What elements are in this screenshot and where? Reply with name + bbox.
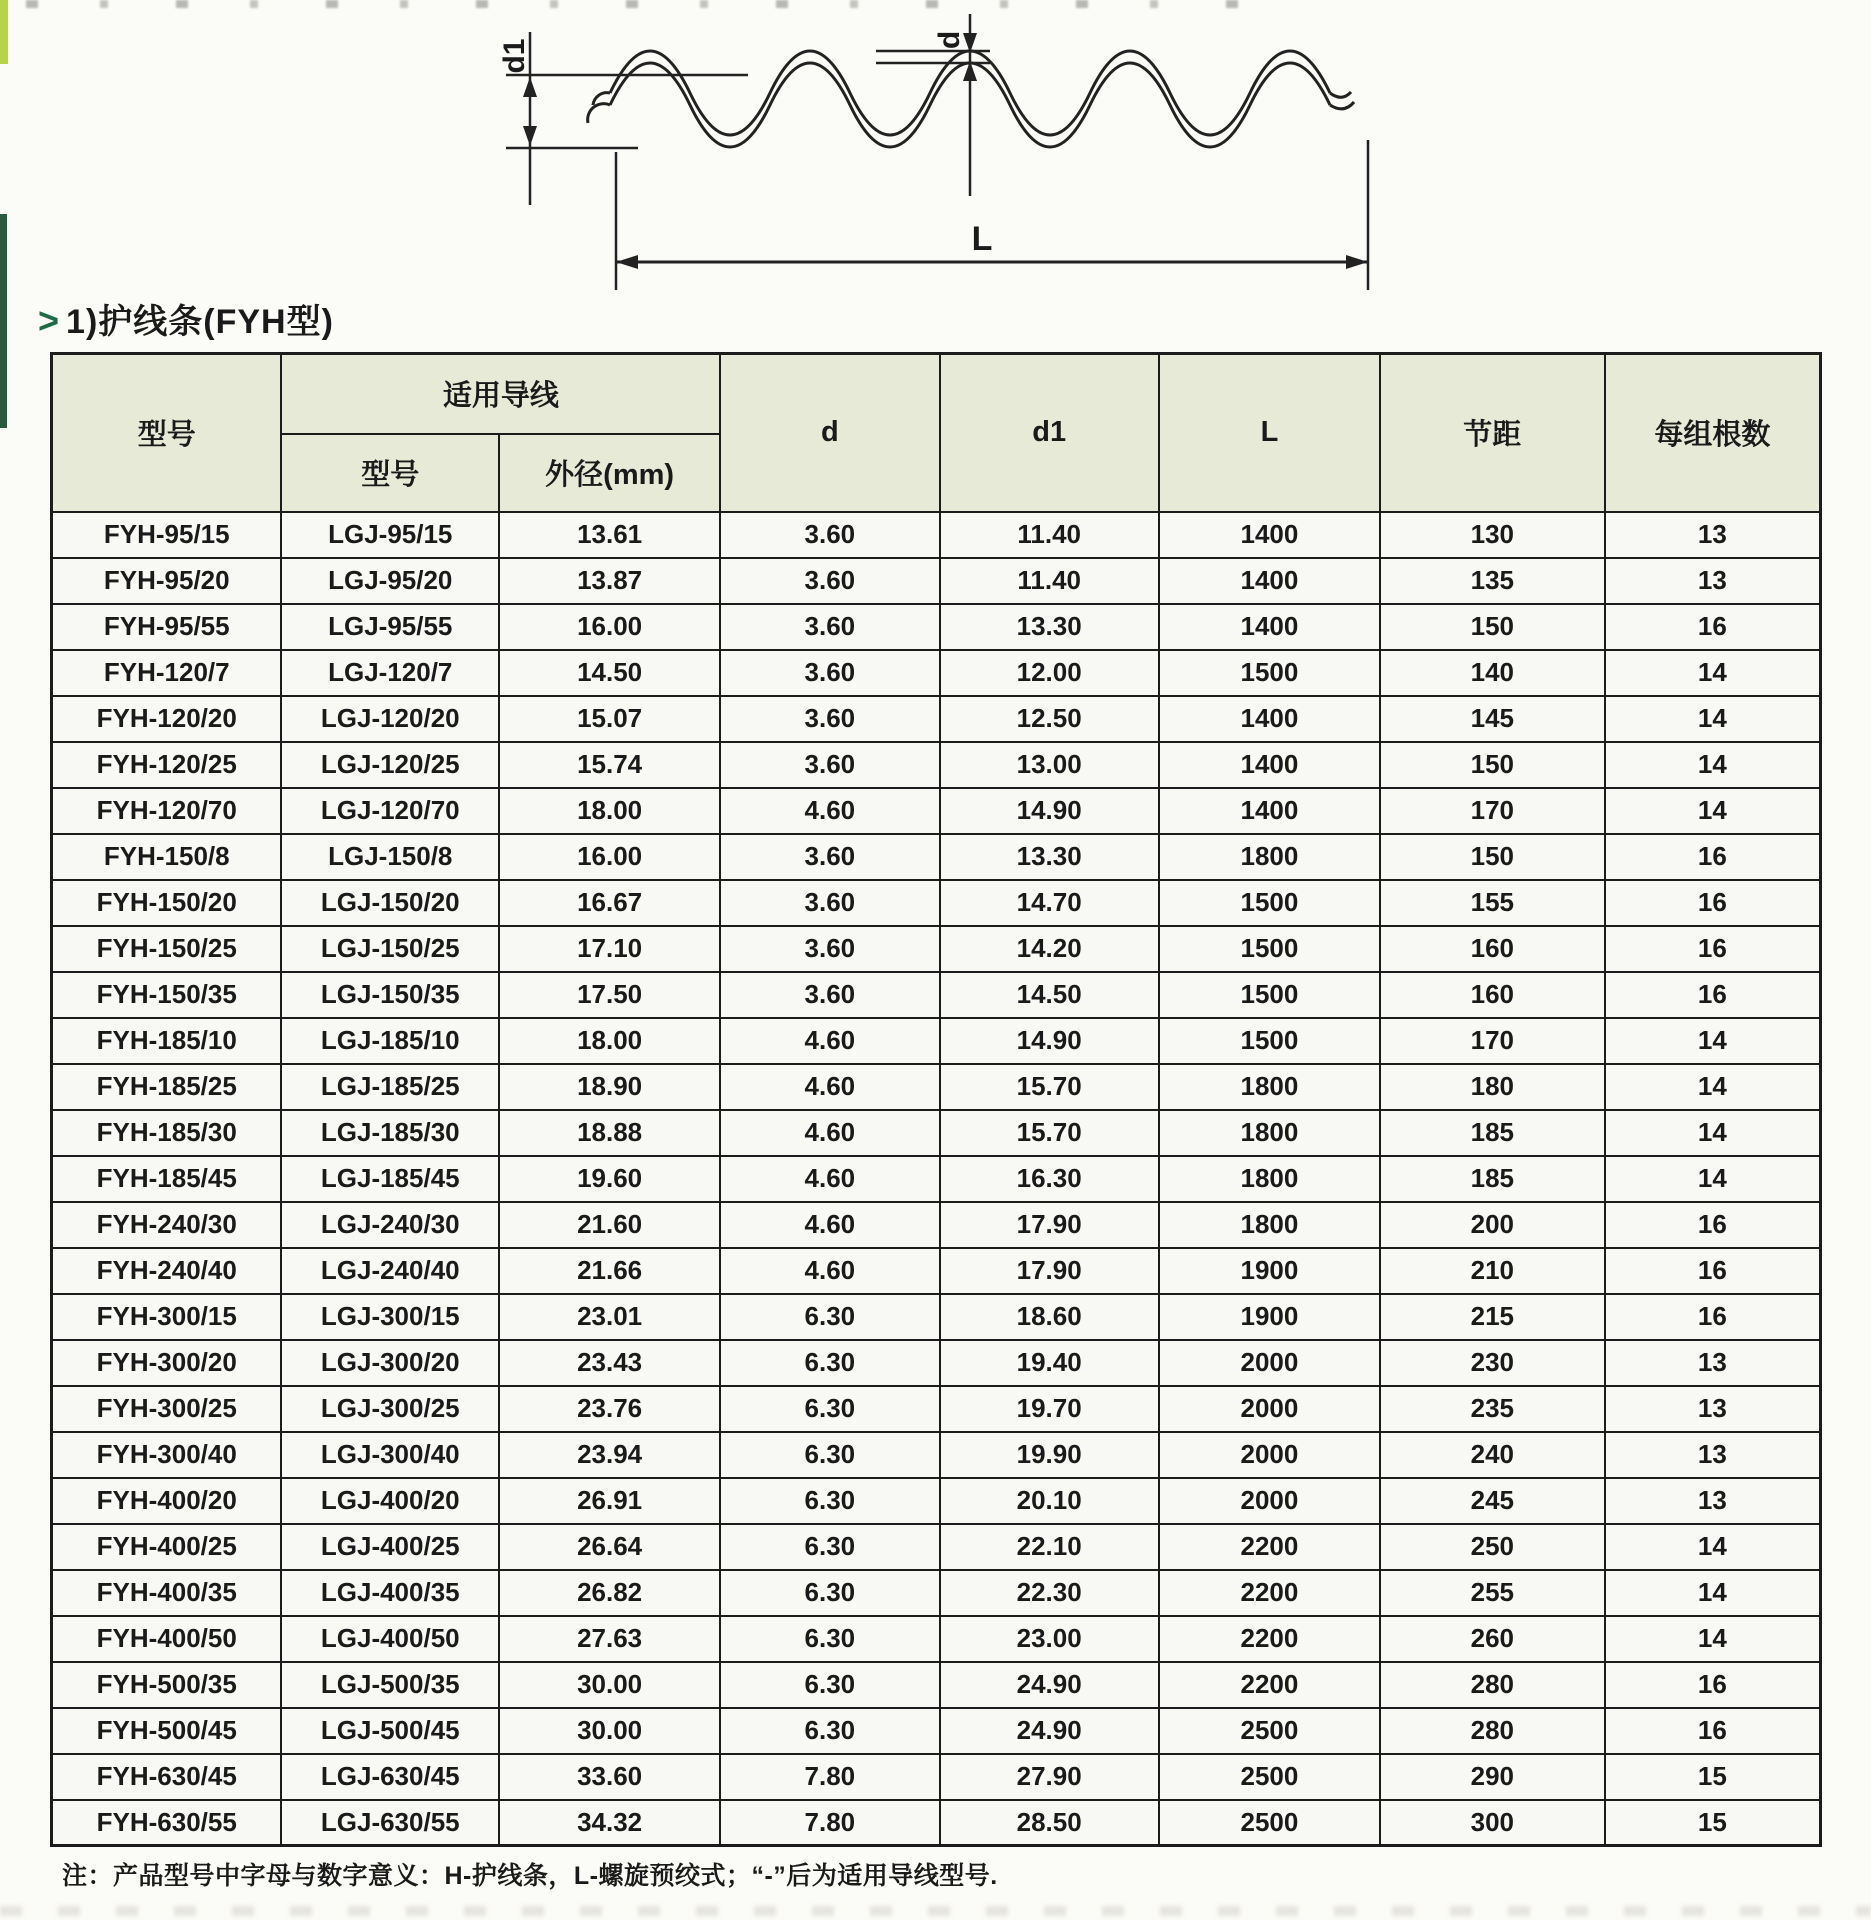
table-cell: 16 [1605, 1202, 1821, 1248]
table-cell: 6.30 [720, 1524, 939, 1570]
table-cell: 14.50 [940, 972, 1159, 1018]
table-cell: 13 [1605, 512, 1821, 558]
table-cell: 23.43 [499, 1340, 720, 1386]
table-cell: 235 [1380, 1386, 1605, 1432]
table-cell: LGJ-500/35 [281, 1662, 499, 1708]
table-cell: 245 [1380, 1478, 1605, 1524]
table-cell: LGJ-240/30 [281, 1202, 499, 1248]
table-cell: FYH-150/20 [52, 880, 282, 926]
table-row [52, 1662, 1821, 1708]
table-cell: FYH-400/35 [52, 1570, 282, 1616]
table-cell: 16 [1605, 880, 1821, 926]
table-cell: 18.90 [499, 1064, 720, 1110]
table-cell: LGJ-150/8 [281, 834, 499, 880]
table-cell: FYH-95/55 [52, 604, 282, 650]
table-cell: 16.00 [499, 604, 720, 650]
title-arrow-marker: > [38, 300, 61, 341]
table-cell: 17.10 [499, 926, 720, 972]
table-row [52, 512, 1821, 558]
table-cell: 3.60 [720, 558, 939, 604]
table-cell: LGJ-500/45 [281, 1708, 499, 1754]
table-cell: 22.10 [940, 1524, 1159, 1570]
table-cell: 255 [1380, 1570, 1605, 1616]
table-cell: 4.60 [720, 1064, 939, 1110]
table-row [52, 1570, 1821, 1616]
table-cell: 170 [1380, 1018, 1605, 1064]
table-cell: 2500 [1159, 1800, 1380, 1846]
table-cell: 1500 [1159, 1018, 1380, 1064]
table-cell: LGJ-400/20 [281, 1478, 499, 1524]
table-cell: FYH-185/10 [52, 1018, 282, 1064]
table-cell: 130 [1380, 512, 1605, 558]
section-title [38, 294, 334, 343]
table-cell: 26.91 [499, 1478, 720, 1524]
table-cell: 2200 [1159, 1662, 1380, 1708]
table-cell: FYH-185/45 [52, 1156, 282, 1202]
table-cell: LGJ-185/45 [281, 1156, 499, 1202]
table-cell: 16 [1605, 604, 1821, 650]
spec-table [50, 352, 1822, 1847]
table-cell: 6.30 [720, 1478, 939, 1524]
table-cell: LGJ-185/30 [281, 1110, 499, 1156]
table-cell: FYH-500/45 [52, 1708, 282, 1754]
spec-table-body [52, 512, 1821, 1846]
table-cell: 13.00 [940, 742, 1159, 788]
table-cell: 19.70 [940, 1386, 1159, 1432]
table-cell: 180 [1380, 1064, 1605, 1110]
table-cell: 16 [1605, 926, 1821, 972]
table-cell: FYH-300/25 [52, 1386, 282, 1432]
table-cell: 150 [1380, 604, 1605, 650]
table-cell: 15.74 [499, 742, 720, 788]
table-cell: LGJ-150/25 [281, 926, 499, 972]
table-cell: 6.30 [720, 1294, 939, 1340]
table-cell: LGJ-120/70 [281, 788, 499, 834]
table-cell: 23.01 [499, 1294, 720, 1340]
table-cell: 13.30 [940, 604, 1159, 650]
page-edge-lime-strip [0, 0, 8, 64]
table-cell: 14.20 [940, 926, 1159, 972]
table-cell: 23.00 [940, 1616, 1159, 1662]
page-edge-green-strip [0, 214, 7, 428]
header-pitch: 节距 [1380, 354, 1605, 512]
table-cell: 160 [1380, 972, 1605, 1018]
table-cell: 1500 [1159, 926, 1380, 972]
table-row [52, 1800, 1821, 1846]
table-cell: LGJ-300/25 [281, 1386, 499, 1432]
table-cell: 185 [1380, 1156, 1605, 1202]
table-cell: LGJ-240/40 [281, 1248, 499, 1294]
table-cell: 6.30 [720, 1340, 939, 1386]
table-cell: 3.60 [720, 650, 939, 696]
table-cell: 1400 [1159, 742, 1380, 788]
table-cell: 6.30 [720, 1386, 939, 1432]
table-cell: 150 [1380, 742, 1605, 788]
table-cell: 1400 [1159, 788, 1380, 834]
table-cell: 22.30 [940, 1570, 1159, 1616]
scan-bottom-artifact [0, 1906, 1871, 1916]
footnote: 注：产品型号中字母与数字意义：H-护线条，L-螺旋预绞式；“-”后为适用导线型号. [62, 1862, 998, 1890]
table-row [52, 788, 1821, 834]
table-cell: 17.50 [499, 972, 720, 1018]
table-cell: LGJ-120/7 [281, 650, 499, 696]
table-cell: 14 [1605, 1156, 1821, 1202]
table-cell: 160 [1380, 926, 1605, 972]
table-cell: 13.61 [499, 512, 720, 558]
table-cell: LGJ-95/55 [281, 604, 499, 650]
table-cell: FYH-630/45 [52, 1754, 282, 1800]
table-cell: 280 [1380, 1708, 1605, 1754]
table-cell: 4.60 [720, 1248, 939, 1294]
table-row [52, 1294, 1821, 1340]
table-cell: LGJ-185/25 [281, 1064, 499, 1110]
table-row [52, 1248, 1821, 1294]
table-cell: 1400 [1159, 512, 1380, 558]
diagram-label-d: d [933, 30, 966, 50]
table-cell: 215 [1380, 1294, 1605, 1340]
table-cell: 240 [1380, 1432, 1605, 1478]
table-cell: 14 [1605, 1616, 1821, 1662]
table-cell: 14.90 [940, 788, 1159, 834]
table-cell: 1900 [1159, 1248, 1380, 1294]
table-row [52, 650, 1821, 696]
table-cell: FYH-400/50 [52, 1616, 282, 1662]
table-cell: 13 [1605, 558, 1821, 604]
table-cell: FYH-185/25 [52, 1064, 282, 1110]
header-d1: d1 [940, 354, 1159, 512]
table-cell: 13 [1605, 1340, 1821, 1386]
table-cell: 18.88 [499, 1110, 720, 1156]
table-cell: 24.90 [940, 1708, 1159, 1754]
table-cell: 2200 [1159, 1570, 1380, 1616]
table-cell: LGJ-150/20 [281, 880, 499, 926]
table-cell: 3.60 [720, 972, 939, 1018]
table-cell: 3.60 [720, 880, 939, 926]
table-cell: 15.07 [499, 696, 720, 742]
header-conductor-group: 适用导线 [281, 354, 720, 434]
table-cell: FYH-240/40 [52, 1248, 282, 1294]
table-cell: FYH-95/15 [52, 512, 282, 558]
table-cell: 26.64 [499, 1524, 720, 1570]
table-cell: 3.60 [720, 604, 939, 650]
table-cell: LGJ-120/25 [281, 742, 499, 788]
table-cell: 13.30 [940, 834, 1159, 880]
table-cell: FYH-240/30 [52, 1202, 282, 1248]
table-cell: 17.90 [940, 1202, 1159, 1248]
table-cell: 200 [1380, 1202, 1605, 1248]
table-row [52, 1018, 1821, 1064]
table-cell: 4.60 [720, 1202, 939, 1248]
table-cell: 23.76 [499, 1386, 720, 1432]
table-cell: FYH-120/70 [52, 788, 282, 834]
table-cell: 16 [1605, 1662, 1821, 1708]
table-cell: FYH-120/7 [52, 650, 282, 696]
table-cell: 290 [1380, 1754, 1605, 1800]
diagram-label-d1: d1 [498, 38, 531, 74]
table-cell: 14.90 [940, 1018, 1159, 1064]
table-cell: 1400 [1159, 558, 1380, 604]
table-cell: FYH-185/30 [52, 1110, 282, 1156]
table-cell: 1800 [1159, 1156, 1380, 1202]
table-cell: 14 [1605, 1570, 1821, 1616]
table-cell: 14 [1605, 650, 1821, 696]
table-cell: 2200 [1159, 1616, 1380, 1662]
table-cell: FYH-150/25 [52, 926, 282, 972]
table-cell: LGJ-400/50 [281, 1616, 499, 1662]
table-cell: 4.60 [720, 1110, 939, 1156]
header-strands-per-set: 每组根数 [1605, 354, 1821, 512]
header-d: d [720, 354, 939, 512]
table-cell: LGJ-300/15 [281, 1294, 499, 1340]
table-row [52, 1202, 1821, 1248]
table-cell: 12.00 [940, 650, 1159, 696]
table-cell: 1500 [1159, 650, 1380, 696]
table-cell: 16.30 [940, 1156, 1159, 1202]
table-cell: 30.00 [499, 1662, 720, 1708]
table-cell: 19.90 [940, 1432, 1159, 1478]
table-cell: 140 [1380, 650, 1605, 696]
table-cell: 26.82 [499, 1570, 720, 1616]
table-cell: 300 [1380, 1800, 1605, 1846]
table-cell: LGJ-150/35 [281, 972, 499, 1018]
table-cell: 2200 [1159, 1524, 1380, 1570]
dimension-d1 [498, 32, 748, 205]
table-cell: FYH-300/40 [52, 1432, 282, 1478]
table-cell: 3.60 [720, 696, 939, 742]
table-cell: FYH-120/25 [52, 742, 282, 788]
table-cell: 260 [1380, 1616, 1605, 1662]
table-cell: 13 [1605, 1478, 1821, 1524]
table-cell: 20.10 [940, 1478, 1159, 1524]
table-cell: 13 [1605, 1386, 1821, 1432]
dimension-L [616, 140, 1368, 290]
table-row [52, 1340, 1821, 1386]
table-cell: 21.66 [499, 1248, 720, 1294]
table-row [52, 1110, 1821, 1156]
table-cell: 34.32 [499, 1800, 720, 1846]
table-cell: 27.63 [499, 1616, 720, 1662]
table-cell: 14 [1605, 1064, 1821, 1110]
table-cell: 6.30 [720, 1570, 939, 1616]
header-model: 型号 [52, 354, 282, 512]
table-cell: 13 [1605, 1432, 1821, 1478]
table-cell: 24.90 [940, 1662, 1159, 1708]
header-L: L [1159, 354, 1380, 512]
table-cell: LGJ-400/25 [281, 1524, 499, 1570]
table-cell: 280 [1380, 1662, 1605, 1708]
table-cell: 2500 [1159, 1708, 1380, 1754]
table-cell: 3.60 [720, 834, 939, 880]
table-cell: FYH-400/25 [52, 1524, 282, 1570]
table-cell: 3.60 [720, 926, 939, 972]
table-cell: 15 [1605, 1800, 1821, 1846]
table-cell: 23.94 [499, 1432, 720, 1478]
table-cell: 15 [1605, 1754, 1821, 1800]
table-cell: FYH-300/15 [52, 1294, 282, 1340]
table-cell: 250 [1380, 1524, 1605, 1570]
table-cell: FYH-500/35 [52, 1662, 282, 1708]
table-cell: 185 [1380, 1110, 1605, 1156]
table-cell: FYH-400/20 [52, 1478, 282, 1524]
table-row [52, 972, 1821, 1018]
header-conductor-model: 型号 [281, 434, 499, 512]
table-cell: 6.30 [720, 1616, 939, 1662]
table-cell: 12.50 [940, 696, 1159, 742]
table-cell: 6.30 [720, 1662, 939, 1708]
table-cell: LGJ-400/35 [281, 1570, 499, 1616]
table-cell: 7.80 [720, 1754, 939, 1800]
table-cell: 15.70 [940, 1064, 1159, 1110]
table-cell: FYH-150/8 [52, 834, 282, 880]
table-cell: 1800 [1159, 834, 1380, 880]
dimension-d [876, 14, 990, 196]
table-cell: 17.90 [940, 1248, 1159, 1294]
table-row [52, 834, 1821, 880]
table-cell: 145 [1380, 696, 1605, 742]
table-cell: 14 [1605, 788, 1821, 834]
table-cell: 6.30 [720, 1432, 939, 1478]
table-cell: LGJ-630/55 [281, 1800, 499, 1846]
table-cell: 2000 [1159, 1340, 1380, 1386]
table-cell: 7.80 [720, 1800, 939, 1846]
table-cell: 14 [1605, 1018, 1821, 1064]
table-cell: 15.70 [940, 1110, 1159, 1156]
table-cell: 3.60 [720, 512, 939, 558]
table-cell: 1900 [1159, 1294, 1380, 1340]
table-cell: 16 [1605, 972, 1821, 1018]
table-cell: 170 [1380, 788, 1605, 834]
table-row [52, 604, 1821, 650]
section-title-text: 1)护线条(FYH型) [66, 303, 334, 341]
table-cell: 33.60 [499, 1754, 720, 1800]
table-cell: 14 [1605, 742, 1821, 788]
table-row [52, 1524, 1821, 1570]
table-cell: 14.70 [940, 880, 1159, 926]
table-cell: 1400 [1159, 604, 1380, 650]
table-cell: 11.40 [940, 512, 1159, 558]
table-cell: 21.60 [499, 1202, 720, 1248]
table-cell: 230 [1380, 1340, 1605, 1386]
table-cell: FYH-120/20 [52, 696, 282, 742]
table-cell: 14 [1605, 1524, 1821, 1570]
table-cell: 30.00 [499, 1708, 720, 1754]
table-cell: 11.40 [940, 558, 1159, 604]
table-cell: 135 [1380, 558, 1605, 604]
table-cell: 14 [1605, 696, 1821, 742]
table-cell: 1500 [1159, 880, 1380, 926]
table-cell: 16 [1605, 1708, 1821, 1754]
table-cell: 1800 [1159, 1202, 1380, 1248]
table-cell: 155 [1380, 880, 1605, 926]
table-cell: FYH-300/20 [52, 1340, 282, 1386]
table-cell: 27.90 [940, 1754, 1159, 1800]
table-cell: 19.60 [499, 1156, 720, 1202]
table-cell: 150 [1380, 834, 1605, 880]
table-row [52, 696, 1821, 742]
table-cell: LGJ-95/20 [281, 558, 499, 604]
table-row [52, 1156, 1821, 1202]
table-row [52, 1708, 1821, 1754]
table-cell: 1800 [1159, 1110, 1380, 1156]
table-cell: 1500 [1159, 972, 1380, 1018]
table-cell: FYH-95/20 [52, 558, 282, 604]
table-cell: LGJ-300/40 [281, 1432, 499, 1478]
table-row [52, 1386, 1821, 1432]
table-cell: LGJ-300/20 [281, 1340, 499, 1386]
table-cell: 2000 [1159, 1432, 1380, 1478]
table-cell: 2000 [1159, 1478, 1380, 1524]
table-cell: 16 [1605, 834, 1821, 880]
table-cell: 4.60 [720, 1156, 939, 1202]
table-cell: 6.30 [720, 1708, 939, 1754]
table-cell: 18.60 [940, 1294, 1159, 1340]
table-row [52, 1616, 1821, 1662]
table-cell: LGJ-185/10 [281, 1018, 499, 1064]
table-cell: LGJ-630/45 [281, 1754, 499, 1800]
table-cell: 14.50 [499, 650, 720, 696]
table-cell: 16 [1605, 1248, 1821, 1294]
table-cell: 28.50 [940, 1800, 1159, 1846]
table-cell: 1400 [1159, 696, 1380, 742]
table-cell: FYH-150/35 [52, 972, 282, 1018]
table-cell: 16 [1605, 1294, 1821, 1340]
table-cell: 2000 [1159, 1386, 1380, 1432]
table-cell: FYH-630/55 [52, 1800, 282, 1846]
table-cell: 210 [1380, 1248, 1605, 1294]
table-row [52, 1754, 1821, 1800]
table-cell: 1800 [1159, 1064, 1380, 1110]
table-row [52, 926, 1821, 972]
table-cell: LGJ-95/15 [281, 512, 499, 558]
table-cell: 13.87 [499, 558, 720, 604]
table-cell: 19.40 [940, 1340, 1159, 1386]
table-cell: 16.00 [499, 834, 720, 880]
table-row [52, 1064, 1821, 1110]
header-conductor-od: 外径(mm) [499, 434, 720, 512]
table-cell: 18.00 [499, 1018, 720, 1064]
table-row [52, 558, 1821, 604]
table-cell: 4.60 [720, 1018, 939, 1064]
table-cell: 16.67 [499, 880, 720, 926]
table-row [52, 880, 1821, 926]
table-cell: LGJ-120/20 [281, 696, 499, 742]
table-row [52, 1478, 1821, 1524]
table-cell: 3.60 [720, 742, 939, 788]
armor-rod-diagram [430, 0, 1430, 300]
table-cell: 4.60 [720, 788, 939, 834]
table-cell: 18.00 [499, 788, 720, 834]
table-cell: 14 [1605, 1110, 1821, 1156]
table-cell: 2500 [1159, 1754, 1380, 1800]
table-row [52, 1432, 1821, 1478]
diagram-label-L: L [971, 220, 993, 258]
table-row [52, 742, 1821, 788]
